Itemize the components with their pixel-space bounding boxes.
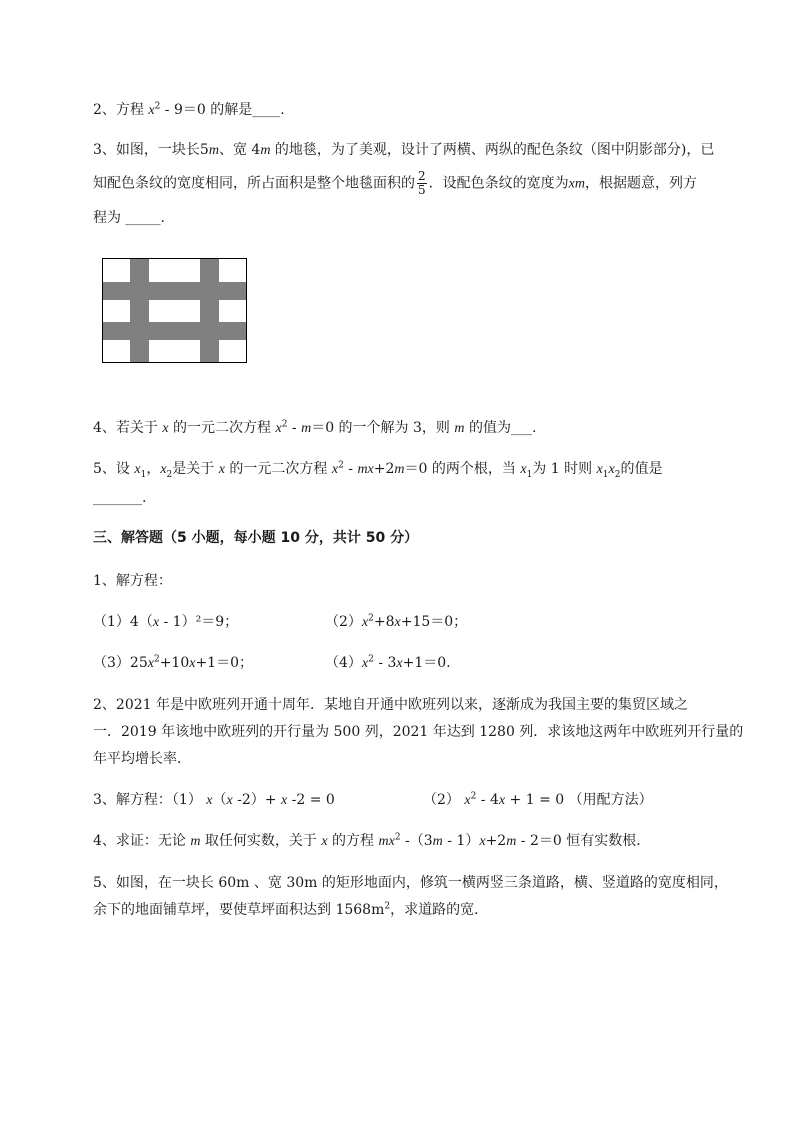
question-3-line-3: 程为 _____.	[93, 210, 165, 226]
question-2: 2、方程 $x^2 - 9=0$ 的解是____.	[93, 101, 285, 118]
question-4: 4、若关于 x 的一元二次方程 $x^2 - m=0$ 的一个解为 3，则 m 的值为___.	[93, 419, 537, 436]
horizontal-stripe-top	[103, 282, 247, 300]
vertical-stripe-right	[200, 259, 219, 363]
equation-2: $(2)x^2+8x+15=0$；	[325, 613, 468, 630]
question-5-line-2: _______.	[93, 490, 147, 506]
answer-3: 3、解方程：（1） x（x -2）+ x -2 = 0	[93, 792, 335, 808]
answer-2-line-2: 一．2019 年该地中欧班列的开行量为 500 列，2021 年达到 1280 列．求该地这两年中欧班列开行量的	[93, 724, 744, 740]
answer-2-line-3: 年平均增长率．	[93, 751, 191, 767]
answer-5-line-1: 5、如图，在一块长 60m 、宽 30m 的矩形地面内，修筑一横两竖三条道路，横、竖道路的宽度相同，	[93, 875, 728, 891]
rug-background	[103, 259, 247, 363]
equation-4: $(4)x^2 - 3x+1=0$.	[325, 654, 451, 671]
answer-1-row-1	[93, 612, 238, 633]
fraction: $\frac{2}{5}$	[418, 169, 426, 197]
answer-1-title: 1、解方程：	[93, 573, 172, 589]
answer-2-line-1: 2、2021 年是中欧班列开通十周年．某地自开通中欧班列以来，逐渐成为我国主要的集贸区域之	[93, 697, 688, 713]
answer-4: 4、求证：无论 m 取任何实数，关于 x 的方程 $mx^2$ -（3m - 1）x+2m - 2＝0 恒有实数根．	[93, 832, 651, 849]
question-5-line-1: 5、设 $x_1$，$x_2$是关于 x 的一元二次方程 $x^2 - mx+2m=0$ 的两个根，当 $x_1$为 1 时则 $x_1x_2$的值是	[93, 460, 663, 480]
question-3-line-2: 知配色条纹的宽度相同，所占面积是整个地毯面积的 $\frac{2}{5}$ ．设配色条纹的宽度为xm，根据题意，列方	[93, 169, 697, 197]
question-3-line-1: 3、如图，一块长5m、宽 4m 的地毯，为了美观，设计了两横、两纵的配色条纹（图中阴影部分)，已	[93, 142, 715, 158]
answer-5-line-2: 余下的地面铺草坪，要使草坪面积达到 $1568m^2$，求道路的宽．	[93, 901, 489, 918]
answer-3-part-2: （2） $x^2 - 4x + 1 = 0$ （用配方法）	[423, 791, 653, 808]
section-3-heading: 三、解答题（5 小题，每小题 10 分，共计 50 分）	[93, 530, 419, 546]
horizontal-stripe-bottom	[103, 322, 247, 340]
vertical-stripe-left	[130, 259, 149, 363]
equation-1: （1）4（x - 1）²＝9；	[93, 614, 239, 630]
equation-3: $(3)25x^2+10x+1=0$；	[93, 654, 253, 671]
rug-diagram	[102, 258, 248, 364]
